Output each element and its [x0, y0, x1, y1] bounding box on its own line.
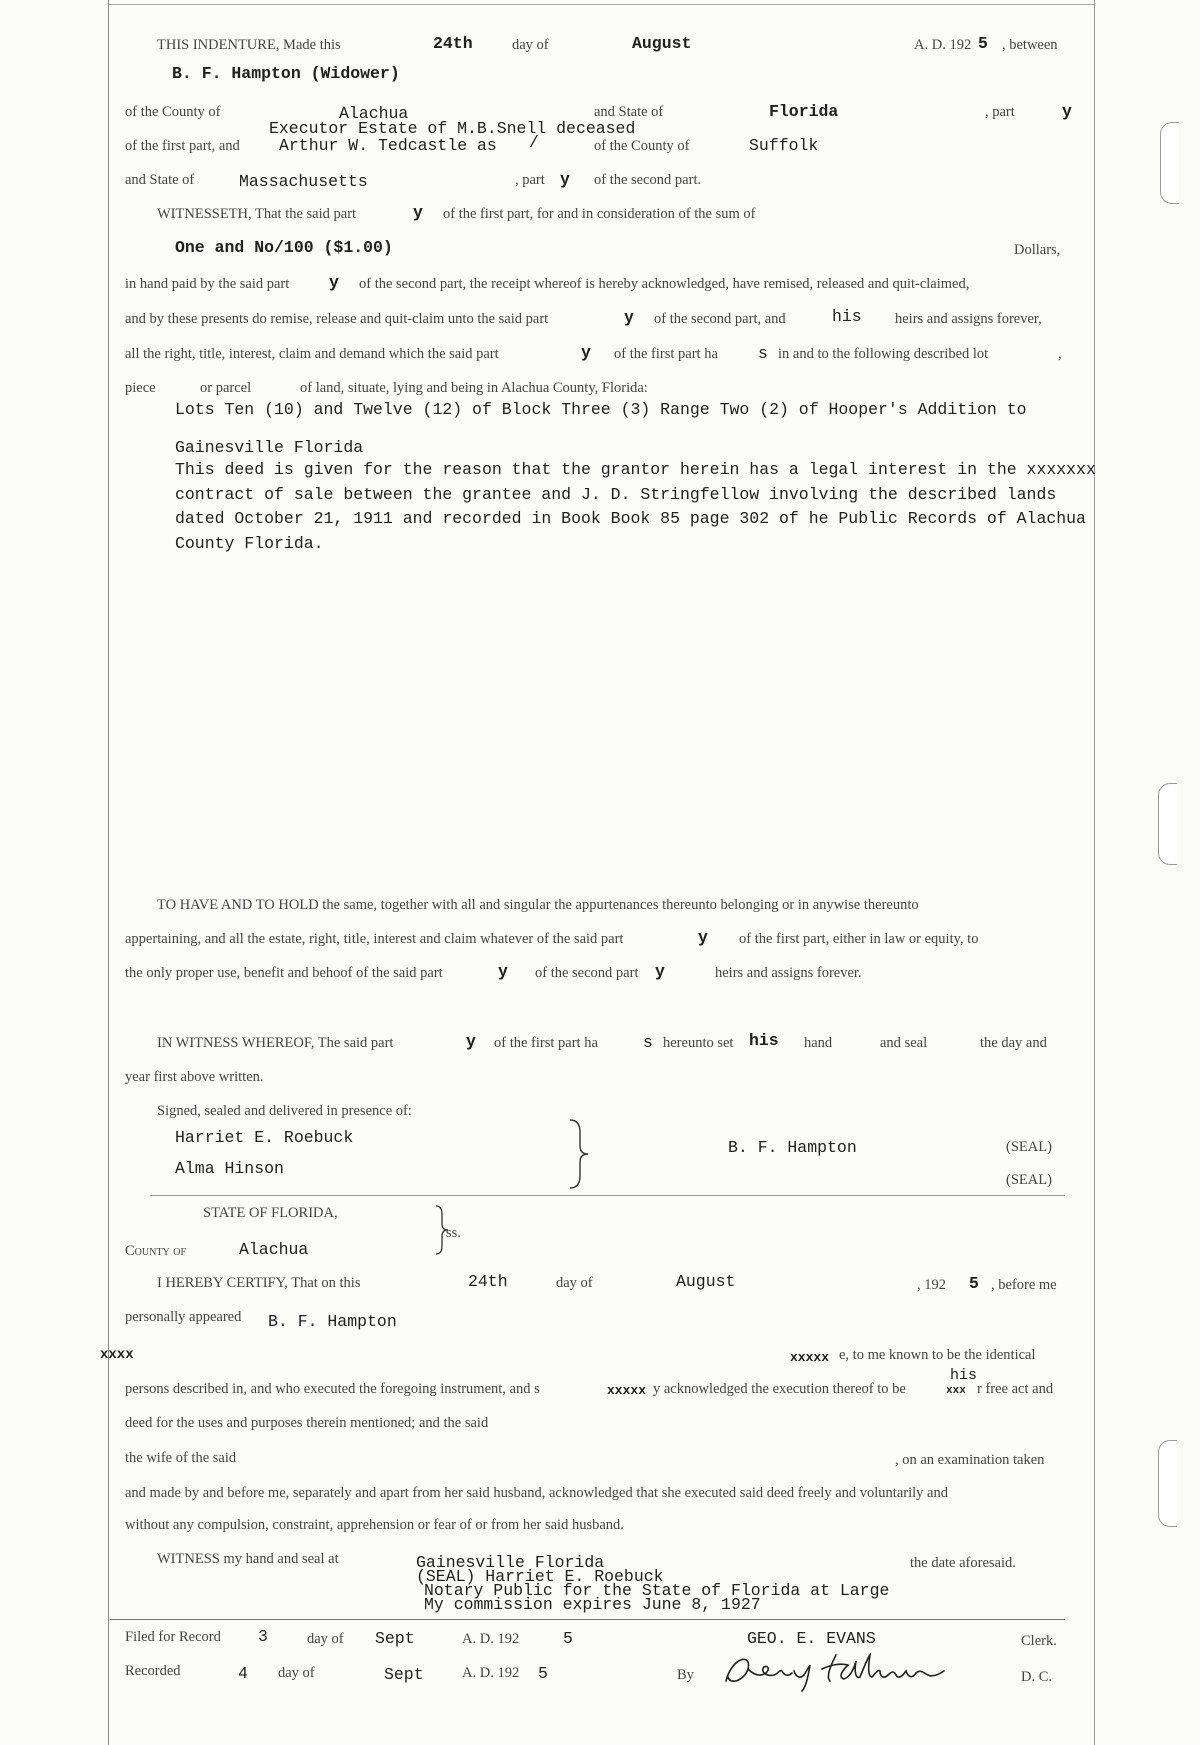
- recorded-label: Recorded: [125, 1663, 181, 1679]
- s-mark: s: [758, 344, 768, 363]
- indenture-day: 24th: [433, 34, 473, 53]
- year-first-text: year first above written.: [125, 1069, 264, 1085]
- and-state-label: and State of: [594, 104, 664, 120]
- filed-day: 3: [258, 1627, 268, 1646]
- filed-for-record-label: Filed for Record: [125, 1629, 221, 1645]
- consideration-sum: One and No/100 ($1.00): [175, 238, 393, 257]
- ack-day: 24th: [468, 1272, 508, 1291]
- top-border: [108, 4, 1094, 5]
- appeared-person: B. F. Hampton: [268, 1312, 397, 1331]
- y-mark: y: [624, 308, 634, 327]
- recorded-year-digit: 5: [538, 1664, 548, 1683]
- of-county-label-2: of the County of: [594, 138, 690, 154]
- ack-year-prefix: , 192: [917, 1277, 946, 1293]
- filed-year-digit: 5: [563, 1629, 573, 1648]
- notary-commission: My commission expires June 8, 1927: [424, 1595, 761, 1614]
- day-of-label: day of: [512, 37, 549, 53]
- struck-xx-right: xxxxx: [790, 1350, 830, 1365]
- witness-1-name: Harriet E. Roebuck: [175, 1128, 354, 1147]
- witness-whereof-text: IN WITNESS WHEREOF, The said part: [157, 1035, 394, 1051]
- county-label: County of: [125, 1243, 187, 1259]
- y-mark: y: [581, 343, 591, 362]
- grantor-name: B. F. Hampton (Widower): [172, 64, 400, 83]
- habendum-line-3b: of the second part: [535, 965, 639, 981]
- on-examination-text: , on an examination taken: [895, 1452, 1045, 1468]
- description-line: contract of sale between the grantee and J. D. Stringfellow involving the described lands: [175, 485, 1057, 504]
- signature-divider: [150, 1195, 1065, 1196]
- ack-year-digit: 5: [969, 1274, 979, 1293]
- dollars-label: Dollars,: [1014, 242, 1061, 258]
- struck-xxxxx: xxxxx: [607, 1383, 647, 1398]
- certify-label: I HEREBY CERTIFY, That on this: [157, 1275, 361, 1291]
- made-by-text: and made by and before me, separately and apart from her said husband, acknowledged that she executed said deed freely and voluntarily and: [125, 1485, 948, 1501]
- in-hand-paid-text: in hand paid by the said part: [125, 276, 290, 292]
- his-word: his: [749, 1031, 779, 1050]
- his-overwrite: his: [950, 1367, 978, 1384]
- first-part-ha-text: of the first part ha: [614, 346, 718, 362]
- personally-appeared-label: personally appeared: [125, 1309, 242, 1325]
- heirs-assigns-text: heirs and assigns forever,: [895, 311, 1042, 327]
- ack-month: August: [676, 1272, 736, 1291]
- free-act-text: r free act and: [977, 1381, 1054, 1397]
- piece-label: piece: [125, 380, 156, 396]
- binder-tab-icon: [1160, 122, 1179, 204]
- remise-text: and by these presents do remise, release and quit-claim unto the said part: [125, 311, 549, 327]
- first-part-ha-text: of the first part ha: [494, 1035, 598, 1051]
- ss-label: ss.: [446, 1225, 461, 1241]
- description-line: Lots Ten (10) and Twelve (12) of Block Three (3) Range Two (2) of Hooper's Addition to: [175, 400, 1027, 419]
- y-mark: y: [498, 962, 508, 981]
- wife-of-text: the wife of the said: [125, 1450, 237, 1466]
- y-mark: y: [698, 928, 708, 947]
- state-of-florida-label: STATE OF FLORIDA,: [203, 1205, 338, 1221]
- binder-tab-icon: [1158, 1440, 1177, 1527]
- before-me-label: , before me: [991, 1277, 1057, 1293]
- clerk-name: GEO. E. EVANS: [747, 1629, 876, 1648]
- deed-uses-text: deed for the uses and purposes therein mentioned; and the said: [125, 1415, 489, 1431]
- ack-county: Alachua: [239, 1240, 309, 1259]
- persons-described-text: persons described in, and who executed the foregoing instrument, and s: [125, 1381, 540, 1397]
- right-margin-rule: [1094, 0, 1095, 1745]
- habendum-line-2a: appertaining, and all the estate, right, title, interest and claim whatever of the said part: [125, 931, 624, 947]
- seal-1-label: (SEAL): [1006, 1139, 1052, 1155]
- filed-month: Sept: [375, 1629, 415, 1648]
- ack-day-of-label: day of: [556, 1275, 593, 1291]
- hereunto-set-text: hereunto set: [663, 1035, 734, 1051]
- recorded-ad-label: A. D. 192: [462, 1665, 520, 1681]
- recorded-month: Sept: [384, 1665, 424, 1684]
- habendum-line-3c: heirs and assigns forever.: [715, 965, 862, 981]
- consideration-label: of the first part, for and in consideration of the sum of: [443, 206, 756, 222]
- day-and-label: the day and: [980, 1035, 1047, 1051]
- deputy-signature: [718, 1647, 958, 1693]
- grantee-county: Suffolk: [749, 136, 819, 155]
- slash-mark: /: [529, 133, 539, 152]
- left-margin-rule: [108, 0, 109, 1745]
- between-label: , between: [1002, 37, 1058, 53]
- signed-sealed-label: Signed, sealed and delivered in presence of:: [157, 1103, 412, 1119]
- description-line: Gainesville Florida: [175, 438, 364, 457]
- of-county-label: of the County of: [125, 104, 221, 120]
- notary-seal-name: (SEAL) Harriet E. Roebuck: [416, 1567, 664, 1586]
- comma-mark: ,: [1058, 346, 1062, 362]
- description-line: County Florida.: [175, 534, 324, 553]
- described-lot-text: in and to the following described lot: [778, 346, 989, 362]
- part-y-2: y: [560, 170, 570, 189]
- struck-xx-left: xxxx: [100, 1347, 134, 1363]
- description-line: dated October 21, 1911 and recorded in Book Book 85 page 302 of he Public Records of Alachua: [175, 509, 1086, 528]
- clerk-label: Clerk.: [1021, 1633, 1057, 1649]
- date-aforesaid-label: the date aforesaid.: [910, 1555, 1016, 1571]
- y-mark: y: [329, 273, 339, 292]
- second-part-label: of the second part.: [594, 172, 702, 188]
- seal-2-label: (SEAL): [1006, 1172, 1052, 1188]
- y-mark: y: [466, 1032, 476, 1051]
- executor-line: Executor Estate of M.B.Snell deceased: [269, 119, 636, 138]
- dc-label: D. C.: [1021, 1669, 1053, 1685]
- grantor-state: Florida: [769, 102, 839, 121]
- filed-day-of-label: day of: [307, 1631, 344, 1647]
- witness-my-hand-text: WITNESS my hand and seal at: [157, 1551, 339, 1567]
- indenture-month: August: [632, 34, 692, 53]
- grantee-state: Massachusetts: [239, 172, 368, 191]
- struck-xxx: xxx: [946, 1385, 966, 1397]
- indenture-year-digit: 5: [978, 34, 988, 53]
- his-word: his: [832, 307, 862, 326]
- part-y: y: [1062, 102, 1072, 121]
- recorded-day: 4: [238, 1664, 248, 1683]
- habendum-line-3a: the only proper use, benefit and behoof of the said part: [125, 965, 443, 981]
- y-mark: y: [655, 962, 665, 981]
- signer-name: B. F. Hampton: [728, 1138, 857, 1157]
- notary-place: Gainesville Florida: [416, 1553, 605, 1572]
- habendum-line-1: TO HAVE AND TO HOLD the same, together with all and singular the appurtenances thereunto belonging or in anywise thereunto: [157, 897, 919, 913]
- notary-title: Notary Public for the State of Florida at Large: [424, 1581, 890, 1600]
- part-label: , part: [985, 104, 1015, 120]
- filed-ad-label: A. D. 192: [462, 1631, 520, 1647]
- part-label-2: , part: [515, 172, 545, 188]
- known-to-be-text: e, to me known to be the identical: [839, 1347, 1036, 1363]
- binder-tab-icon: [1158, 783, 1177, 865]
- hand-label: hand: [804, 1035, 833, 1051]
- indenture-label: THIS INDENTURE, Made this: [157, 37, 341, 53]
- s-mark: s: [643, 1033, 653, 1052]
- description-line: This deed is given for the reason that the grantor herein has a legal interest in the xxxxxxx: [175, 460, 1096, 479]
- first-part-label: of the first part, and: [125, 138, 240, 154]
- grantor-county: Alachua: [339, 104, 409, 123]
- without-compulsion-text: without any compulsion, constraint, apprehension or fear of or from her said husband.: [125, 1517, 624, 1533]
- acknowledged-execution-text: y acknowledged the execution thereof to be: [653, 1381, 906, 1397]
- record-divider: [110, 1619, 1065, 1620]
- receipt-text: of the second part, the receipt whereof is hereby acknowledged, have remised, released and quit-claimed,: [359, 276, 970, 292]
- by-label: By: [677, 1667, 694, 1683]
- second-part-and-text: of the second part, and: [654, 311, 786, 327]
- parcel-label: or parcel: [200, 380, 252, 396]
- witness-brace-icon: [568, 1118, 592, 1190]
- ad-label: A. D. 192: [914, 37, 972, 53]
- and-seal-label: and seal: [880, 1035, 928, 1051]
- witnesseth-y: y: [413, 203, 423, 222]
- witness-2-name: Alma Hinson: [175, 1159, 284, 1178]
- witnesseth-label: WITNESSETH, That the said part: [157, 206, 357, 222]
- grantee-name: Arthur W. Tedcastle as: [279, 136, 497, 155]
- habendum-line-2b: of the first part, either in law or equity, to: [739, 931, 979, 947]
- recorded-day-of-label: day of: [278, 1665, 315, 1681]
- and-state-label-2: and State of: [125, 172, 195, 188]
- land-situate-text: of land, situate, lying and being in Alachua County, Florida:: [300, 380, 648, 396]
- right-title-text: all the right, title, interest, claim and demand which the said part: [125, 346, 499, 362]
